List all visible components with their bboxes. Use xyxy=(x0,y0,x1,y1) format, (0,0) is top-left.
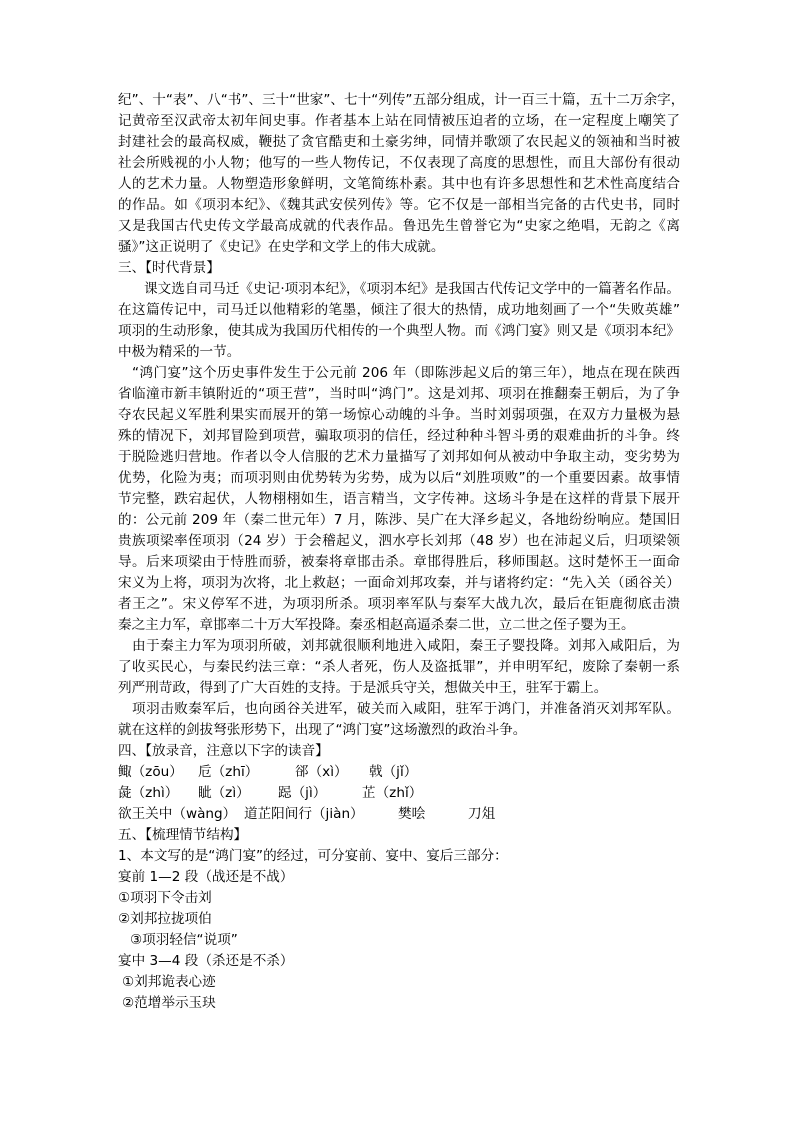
intro-line: 的作品。如《项羽本纪》、《魏其武安侯列传》等。它不仅是一部相当完备的古代史书，同时 xyxy=(118,197,680,213)
part-title: 宴中 3—4 段（杀还是不杀） xyxy=(118,953,294,969)
list-item: ①项羽下令击刘 xyxy=(118,890,212,906)
background-line: 课文选自司马迁《史记·项羽本纪》，《项羽本纪》是我国古代传记文学中的一篇著名作品。 xyxy=(144,281,680,297)
background-line: 了收买民心，与秦民约法三章：“杀人者死，伤人及盗抵罪”，并申明军纪，废除了秦朝一系 xyxy=(118,659,680,675)
background-line: 由于秦主力军为项羽所破，刘邦就很顺利地进入咸阳，秦王子婴投降。刘邦入咸阳后，为 xyxy=(132,638,680,654)
background-line: 于脱险逃归营地。作者以令人信服的艺术力量描写了刘邦如何从被动中争取主动，变劣势为 xyxy=(118,449,680,465)
pronunciation-item: 跽（jì） xyxy=(278,785,327,801)
section-heading: 五、【梳理情节结构】 xyxy=(118,827,248,843)
intro-line: 封建社会的最高权威，鞭挞了贪官酷吏和土豪劣绅，同情并歌颂了农民起义的领袖和当时被 xyxy=(118,134,680,150)
intro-line: 人的艺术力量。人物塑造形象鲜明，文笔简练朴素。其中也有许多思想性和艺术性高度结合 xyxy=(118,176,680,192)
list-item: ②刘邦拉拢项伯 xyxy=(118,911,212,927)
background-line: 中极为精采的一节。 xyxy=(118,344,241,360)
section-heading: 三、【时代背景】 xyxy=(118,260,220,276)
background-line: 优势，化险为夷；而项羽则由优势转为劣势，成为以后“刘胜项败”的一个重要因素。故事情 xyxy=(118,470,680,486)
background-line: 节完整，跌宕起伏，人物栩栩如生，语言精当，文字传神。这场斗争是在这样的背景下展开 xyxy=(118,491,680,507)
intro-line: 又是我国古代史传文学最高成就的代表作品。鲁迅先生曾誉它为“史家之绝唱，无韵之《离 xyxy=(118,218,680,234)
pronunciation-item: 卮（zhī） xyxy=(198,764,259,780)
background-line: 就在这样的剑拔弩张形势下，出现了“鸿门宴”这场激烈的政治斗争。 xyxy=(118,722,527,738)
structure-intro: 1、本文写的是“鸿门宴”的经过，可分宴前、宴中、宴后三部分： xyxy=(118,848,508,864)
pronunciation-item: 樊哙 xyxy=(398,806,426,822)
pronunciation-item: 刀俎 xyxy=(468,806,496,822)
list-item: ①刘邦诡表心迹 xyxy=(122,974,216,990)
list-item: ③项羽轻信“说项” xyxy=(130,932,238,948)
pronunciation-item: 欲王关中（wàng） xyxy=(118,806,237,822)
pronunciation-item: 戟（jǐ） xyxy=(369,764,418,780)
pronunciation-item: 眦（zì） xyxy=(198,785,250,801)
background-line: 殊的情况下，刘邦冒险到项营，骗取项羽的信任，经过种种斗智斗勇的艰难曲折的斗争。终 xyxy=(118,428,680,444)
background-line: 贵族项梁率侄项羽（24 岁）于会稽起义，泗水亭长刘邦（48 岁）也在沛起义后，归项梁领 xyxy=(118,533,680,549)
intro-line: 纪”、十“表”、八“书”、三十“世家”、七十“列传”五部分组成，计一百三十篇，五十二万余字， xyxy=(118,92,685,108)
pronunciation-item: 道芷阳间行（jiàn） xyxy=(244,806,364,822)
background-line: 秦之主力军，章邯率二十万大军投降。秦丞相赵高逼杀秦二世，立二世之侄子婴为王。 xyxy=(118,617,635,633)
list-item: ②范增举示玉玦 xyxy=(122,995,216,1011)
pronunciation-row xyxy=(118,762,417,783)
intro-line: 骚》”这正说明了《史记》在史学和文学上的伟大成就。 xyxy=(118,239,445,255)
pronunciation-item: 鲰（zōu） xyxy=(118,764,183,780)
pronunciation-row xyxy=(118,783,422,804)
intro-line: 社会所贱视的小人物；他写的一些人物传记，不仅表现了高度的思想性，而且大部份有很动 xyxy=(118,155,680,171)
section-heading: 四、【放录音，注意以下字的读音】 xyxy=(118,743,329,759)
background-line: 列严刑苛政，得到了广大百姓的支持。于是派兵守关，想做关中王，驻军于霸上。 xyxy=(118,680,608,696)
background-line: 者王之”。宋义停军不进，为项羽所杀。项羽率军队与秦军大战九次，最后在钜鹿彻底击溃 xyxy=(118,596,680,612)
background-line: 导。后来项梁由于恃胜而骄，被秦将章邯击杀。章邯得胜后，移师围赵。这时楚怀王一面命 xyxy=(118,554,680,570)
background-line: 宋义为上将，项羽为次将，北上救赵；一面命刘邦攻秦，并与诸将约定：“先入关（函谷关） xyxy=(118,575,680,591)
background-line: 在这篇传记中，司马迁以他精彩的笔墨，倾注了很大的热情，成功地刻画了一个“失败英雄” xyxy=(118,302,680,318)
background-line: 的：公元前 209 年（秦二世元年）7 月，陈涉、吴广在大泽乡起义，各地纷纷响应。楚国旧 xyxy=(118,512,680,528)
pronunciation-row xyxy=(118,804,495,825)
pronunciation-item: 芷（zhǐ） xyxy=(362,785,423,801)
intro-line: 记黄帝至汉武帝太初年间史事。作者基本上站在同情被压迫者的立场，在一定程度上嘲笑了 xyxy=(118,113,680,129)
background-line: 夺农民起义军胜利果实而展开的第一场惊心动魄的斗争。当时刘弱项强，在双方力量极为悬 xyxy=(118,407,680,423)
background-line: “鸿门宴”这个历史事件发生于公元前 206 年（即陈涉起义后的第三年），地点在现在陕西 xyxy=(132,365,680,381)
background-line: 项羽的生动形象，使其成为我国历代相传的一个典型人物。而《鸿门宴》则又是《项羽本纪》 xyxy=(118,323,680,339)
pronunciation-item: 彘（zhì） xyxy=(118,785,179,801)
pronunciation-item: 郤（xì） xyxy=(295,764,348,780)
background-line: 项羽击败秦军后，也向函谷关进军，破关而入咸阳，驻军于鸿门，并准备消灭刘邦军队。 xyxy=(132,701,680,717)
part-title: 宴前 1—2 段（战还是不战） xyxy=(118,869,294,885)
background-line: 省临潼市新丰镇附近的“项王营”，当时叫“鸿门”。这是刘邦、项羽在推翻秦王朝后，为了争 xyxy=(118,386,680,402)
